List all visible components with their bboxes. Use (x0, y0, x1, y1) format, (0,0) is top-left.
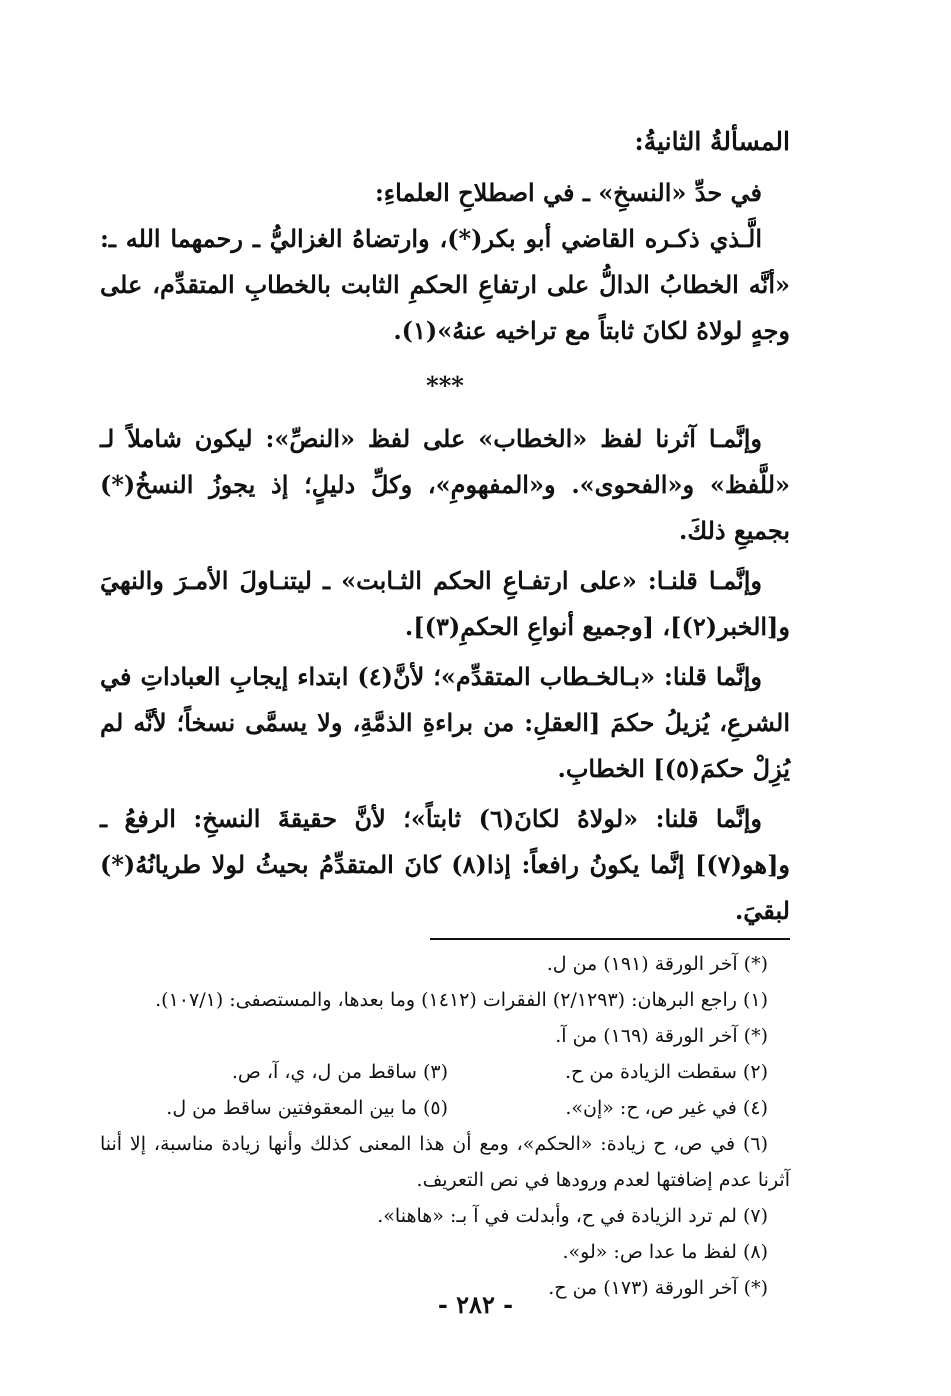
section-heading: المسألةُ الثانيةُ: (634, 127, 790, 156)
footnote: (*) آخر الورقة (١٧٣) من ح. (548, 1277, 768, 1299)
footnote: (*) آخر الورقة (١٦٩) من آ. (555, 1025, 768, 1047)
section-separator: *** (426, 371, 464, 400)
definition-text: الَّـذي ذكـره القاضي أبو بكر(*)، وارتضاهُ الغزاليُّ ـ رحمهما الله ـ: «أنَّه الخطابُ الدالُّ على ارتفاعِ الحكمِ الثابت بالخطابِ المتقدِّم، على وجهٍ لولاهُ لكانَ ثابتاً مع تراخيه عنهُ»(١). (100, 224, 790, 345)
paragraph-2: وإنَّمـا قلنـا: «على ارتفـاعِ الحكم الثـابت» ـ ليتنـاولَ الأمـرَ والنهيَ و[الخبر(٢)]، [وجميع أنواعِ الحكمِ(٣)]. (100, 566, 790, 641)
footnotes (100, 946, 790, 1306)
footnote: (٤) في غير ص، ح: «إن». (565, 1097, 768, 1119)
paragraph-1: وإنَّمـا آثرنا لفظ «الخطاب» على لفظ «النصِّ»: ليكون شاملاً لـ «للَّفظ» و«الفحوى». و«المفهومِ»، وكلِّ دليلٍ؛ إذ يجوزُ النسخُ(*) بجميعِ ذلكَ. (100, 424, 790, 545)
footnote: (*) آخر الورقة (١٩١) من ل. (546, 953, 768, 975)
footnote-divider (430, 938, 790, 940)
footnote: (٢) سقطت الزيادة من ح. (565, 1061, 768, 1083)
paragraph-4: وإنَّما قلنا: «لولاهُ لكانَ(٦) ثابتاً»؛ لأنَّ حقيقةَ النسخِ: الرفعُ ـ و[هو(٧)] إنَّما يكونُ رافعاً: إذا(٨) كانَ المتقدِّمُ بحيثُ لولا طريانُهُ(*) لبقيَ. (100, 804, 791, 925)
page-number: - ٢٨٢ - (437, 1290, 514, 1319)
footnote: (١) راجع البرهان: (٢/١٢٩٣) الفقرات (١٤١٢) وما بعدها، والمستصفى: (١٠٧/١). (155, 989, 768, 1011)
footnote: (٥) ما بين المعقوفتين ساقط من ل. (166, 1097, 448, 1119)
footnote-row (100, 1090, 790, 1126)
definition-subheading: في حدِّ «النسخِ» ـ في اصطلاحِ العلماءِ: (374, 178, 762, 207)
footnote-row (100, 1054, 790, 1090)
footnote: (٨) لفظ ما عدا ص: «لو». (562, 1241, 768, 1263)
footnote: (٧) لم ترد الزيادة في ح، وأبدلت في آ بـ: «هاهنا». (377, 1205, 768, 1227)
footnote: (٣) ساقط من ل، ي، آ، ص. (231, 1061, 448, 1083)
footnote: (٦) في ص، ح زيادة: «الحكم»، ومع أن هذا المعنى كذلك وأنها زيادة مناسبة، إلا أننا آثرنا عدم إضافتها لعدم ورودها في نص التعريف. (100, 1133, 790, 1191)
paragraph-3: وإنَّما قلنا: «بـالخـطاب المتقدِّم»؛ لأنَّ(٤) ابتداء إيجابِ العباداتِ في الشرعِ، يُزيلُ حكمَ [العقلِ: من براءةِ الذمَّةِ، ولا يسمَّى نسخاً؛ لأنَّه لم يُزِلْ حكمَ(٥)] الخطابِ. (100, 662, 790, 783)
page-body (100, 120, 790, 1306)
